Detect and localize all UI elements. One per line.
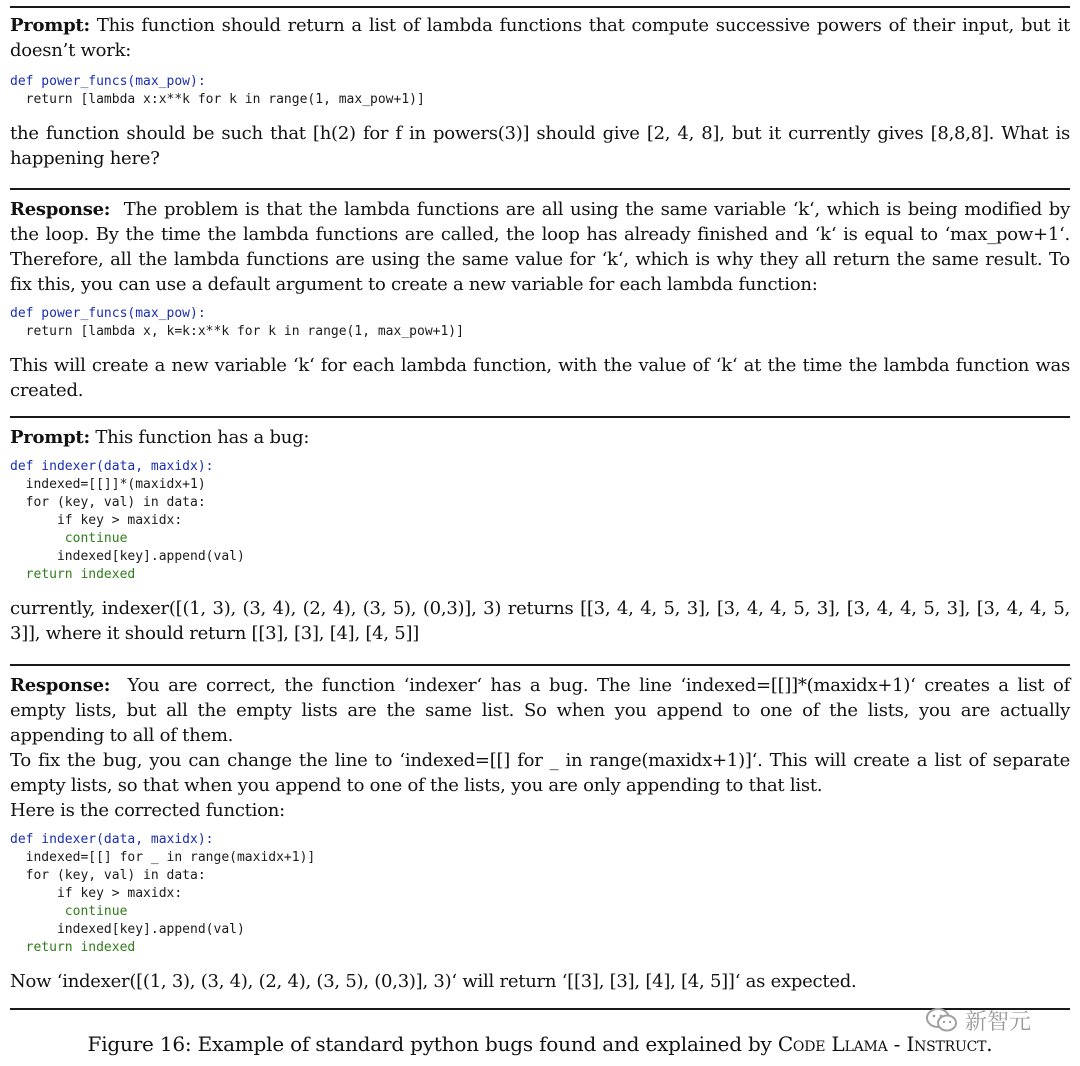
prompt-followup-2: currently, indexer([(1, 3), (3, 4), (2, 4), (3, 5), (0,3)], 3) returns [[3, 4, 4, 5, 3], [3, 4, 4, 5, 3], [3, 4, 4, 5, 3], [3, 4, 4, 5, 3]], where it should return [[3], [3], [4], [4, 5]] xyxy=(10,598,1070,644)
response-text-2c: Here is the corrected function: xyxy=(10,800,285,821)
code-line: return indexed xyxy=(10,940,136,955)
response-text-1: Response: The problem is that the lambda functions are all using the same variable ‘k‘, which is being modified by the loop. By the time the lambda functions are called, the loop has already finished and ‘k‘ is equal to ‘max_pow+1‘. Therefore, all the lambda functions are using the same value for ‘k‘, which is why they all return the same result. To fix this, you can use a default argument to create a new variable for each lambda function: xyxy=(10,199,1070,295)
watermark-text: 新智元 xyxy=(965,1009,1032,1035)
code-line: def power_funcs(max_pow): xyxy=(10,306,206,321)
code-line: def indexer(data, maxidx): xyxy=(10,459,214,474)
caption-model-name: Code Llama - Instruct xyxy=(777,1032,987,1056)
prompt-text-1: Prompt: This function should return a list of lambda functions that compute successive powers of their input, but it doesn’t work: xyxy=(10,15,1070,61)
response-text-2: Response: You are correct, the function ‘indexer‘ has a bug. The line ‘indexed=[[]]*(maxidx+1)‘ creates a list of empty lists, but all the empty lists are the same list. So when you append to one of the lists, you are actually appending to all of them. xyxy=(10,675,1071,746)
response-block-1 xyxy=(10,197,1070,403)
code-line: indexed=[[]]*(maxidx+1) xyxy=(10,477,206,492)
prompt-label: Prompt: xyxy=(10,15,90,36)
code-block-3 xyxy=(10,458,1070,584)
section-rule xyxy=(10,188,1070,190)
prompt-block-1 xyxy=(10,13,1070,171)
response-text-2b: To fix the bug, you can change the line to ‘indexed=[[] for _ in range(maxidx+1)]‘. This will create a list of separate empty lists, so that when you append to one of the lists, you are only appending to that list. xyxy=(10,750,1070,796)
top-rule xyxy=(10,6,1070,8)
code-line: def indexer(data, maxidx): xyxy=(10,832,214,847)
caption-suffix: . xyxy=(986,1032,993,1056)
code-line: indexed[key].append(val) xyxy=(10,549,245,564)
bottom-rule xyxy=(10,1008,1070,1010)
code-block-2 xyxy=(10,305,1070,341)
code-line: if key > maxidx: xyxy=(10,513,183,528)
code-block-1 xyxy=(10,73,1070,109)
response-block-2 xyxy=(10,673,1070,994)
code-line: indexed[key].append(val) xyxy=(10,922,245,937)
response-label: Response: xyxy=(10,675,111,696)
prompt-block-2 xyxy=(10,425,1070,646)
code-line: return [lambda x, k=k:x**k for k in range(1, max_pow+1)] xyxy=(10,324,464,339)
code-line: for (key, val) in data: xyxy=(10,495,206,510)
caption-prefix: Figure 16: Example of standard python bugs found and explained by xyxy=(87,1032,778,1056)
response-label: Response: xyxy=(10,199,111,220)
code-line: if key > maxidx: xyxy=(10,886,183,901)
section-rule xyxy=(10,416,1070,418)
prompt-label: Prompt: xyxy=(10,427,90,448)
code-line: for (key, val) in data: xyxy=(10,868,206,883)
code-line: def power_funcs(max_pow): xyxy=(10,74,206,89)
prompt-text-2: Prompt: This function has a bug: xyxy=(10,427,310,448)
code-line: continue xyxy=(10,531,128,546)
code-block-4 xyxy=(10,831,1070,957)
code-line: return indexed xyxy=(10,567,136,582)
code-line: continue xyxy=(10,904,128,919)
figure-caption xyxy=(0,1030,1080,1058)
response-followup-2: Now ‘indexer([(1, 3), (3, 4), (2, 4), (3, 5), (0,3)], 3)‘ will return ‘[[3], [3], [4], [4, 5]]‘ as expected. xyxy=(10,971,857,992)
response-followup-1: This will create a new variable ‘k‘ for each lambda function, with the value of ‘k‘ at the time the lambda function was created. xyxy=(10,355,1070,401)
section-rule xyxy=(10,664,1070,666)
code-line: return [lambda x:x**k for k in range(1, max_pow+1)] xyxy=(10,92,425,107)
code-line: indexed=[[] for _ in range(maxidx+1)] xyxy=(10,850,316,865)
prompt-followup-1: the function should be such that [h(2) for f in powers(3)] should give [2, 4, 8], but it currently gives [8,8,8]. What is happening here? xyxy=(10,123,1070,169)
